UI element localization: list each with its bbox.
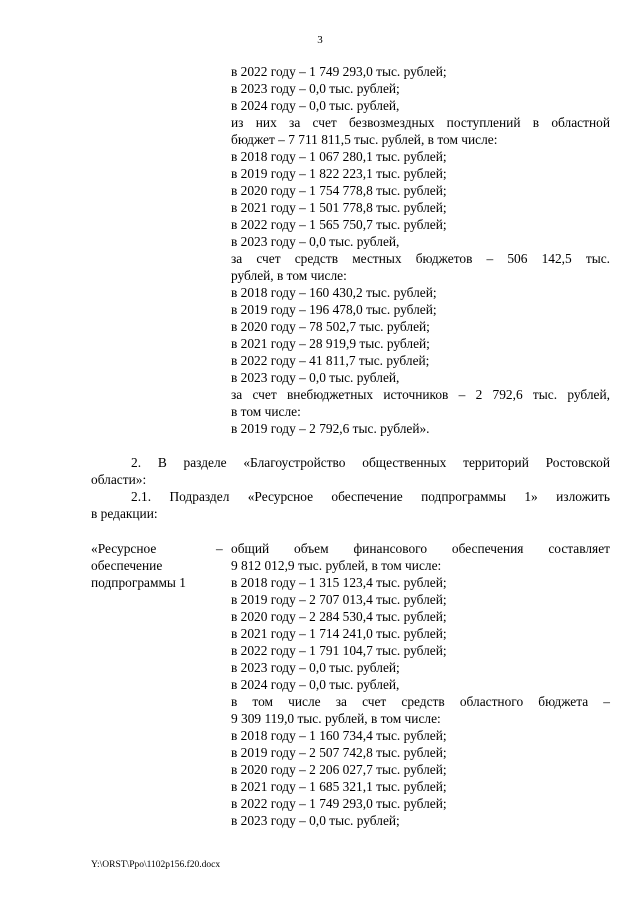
- line: рублей, в том числе:: [231, 268, 347, 283]
- line: в 2018 году – 160 430,2 тыс. рублей;: [231, 285, 437, 300]
- line: в том числе:: [231, 404, 301, 419]
- paragraph-2-line: 2. В разделе «Благоустройство общественных территорий Ростовской: [131, 455, 610, 470]
- resource-label-line: обеспечение: [91, 558, 163, 573]
- line: в 2024 году – 0,0 тыс. рублей,: [231, 98, 400, 113]
- line: в 2021 году – 1 685 321,1 тыс. рублей;: [231, 779, 447, 794]
- line: в 2019 году – 196 478,0 тыс. рублей;: [231, 302, 437, 317]
- line: в 2018 году – 1 160 734,4 тыс. рублей;: [231, 728, 447, 743]
- line: в 2023 году – 0,0 тыс. рублей;: [231, 660, 400, 675]
- justified-line: из них за счет безвозмездных поступлений в областной: [231, 115, 610, 130]
- line: в 2019 году – 2 792,6 тыс. рублей».: [231, 421, 430, 436]
- resource-label-line: «Ресурсное: [91, 541, 157, 556]
- line: в 2022 году – 1 749 293,0 тыс. рублей;: [231, 64, 447, 79]
- line: в 2018 году – 1 315 123,4 тыс. рублей;: [231, 575, 447, 590]
- line: в 2019 году – 2 707 013,4 тыс. рублей;: [231, 592, 447, 607]
- line: в 2018 году – 1 067 280,1 тыс. рублей;: [231, 149, 447, 164]
- line: в 2020 году – 2 284 530,4 тыс. рублей;: [231, 609, 447, 624]
- line: в 2021 году – 1 714 241,0 тыс. рублей;: [231, 626, 447, 641]
- line: в 2023 году – 0,0 тыс. рублей,: [231, 234, 400, 249]
- line: в 2022 году – 41 811,7 тыс. рублей;: [231, 353, 430, 368]
- line: в 2020 году – 2 206 027,7 тыс. рублей;: [231, 762, 447, 777]
- paragraph-2-1-line: в редакции:: [91, 506, 158, 521]
- line: в 2023 году – 0,0 тыс. рублей;: [231, 813, 400, 828]
- line: в 2019 году – 1 822 223,1 тыс. рублей;: [231, 166, 447, 181]
- file-path-footer: Y:\ORST\Ppo\1102p156.f20.docx: [91, 860, 221, 870]
- line: в 2020 году – 78 502,7 тыс. рублей;: [231, 319, 430, 334]
- justified-line: общий объем финансового обеспечения составляет: [231, 541, 610, 556]
- justified-line: в том числе за счет средств областного бюджета –: [231, 694, 610, 709]
- line: в 2024 году – 0,0 тыс. рублей,: [231, 677, 400, 692]
- line: в 2021 году – 28 919,9 тыс. рублей;: [231, 336, 430, 351]
- line: 9 812 012,9 тыс. рублей, в том числе:: [231, 558, 442, 573]
- page-number: 3: [317, 34, 323, 46]
- resource-label-line: подпрограммы 1: [91, 575, 186, 590]
- line: в 2023 году – 0,0 тыс. рублей;: [231, 81, 400, 96]
- paragraph-2-1-line: 2.1. Подраздел «Ресурсное обеспечение подпрограммы 1» изложить: [131, 489, 610, 504]
- line: в 2022 году – 1 749 293,0 тыс. рублей;: [231, 796, 447, 811]
- line: 9 309 119,0 тыс. рублей, в том числе:: [231, 711, 441, 726]
- line: в 2020 году – 1 754 778,8 тыс. рублей;: [231, 183, 447, 198]
- justified-line: за счет средств местных бюджетов – 506 142,5 тыс.: [231, 251, 610, 266]
- line: бюджет – 7 711 811,5 тыс. рублей, в том числе:: [231, 132, 498, 147]
- line: в 2022 году – 1 791 104,7 тыс. рублей;: [231, 643, 447, 658]
- line: в 2023 году – 0,0 тыс. рублей,: [231, 370, 400, 385]
- paragraph-2-line: области»:: [91, 472, 147, 487]
- line: в 2022 году – 1 565 750,7 тыс. рублей;: [231, 217, 447, 232]
- resource-dash: –: [216, 541, 223, 556]
- line: в 2021 году – 1 501 778,8 тыс. рублей;: [231, 200, 447, 215]
- justified-line: за счет внебюджетных источников – 2 792,6 тыс. рублей,: [231, 387, 610, 402]
- line: в 2019 году – 2 507 742,8 тыс. рублей;: [231, 745, 447, 760]
